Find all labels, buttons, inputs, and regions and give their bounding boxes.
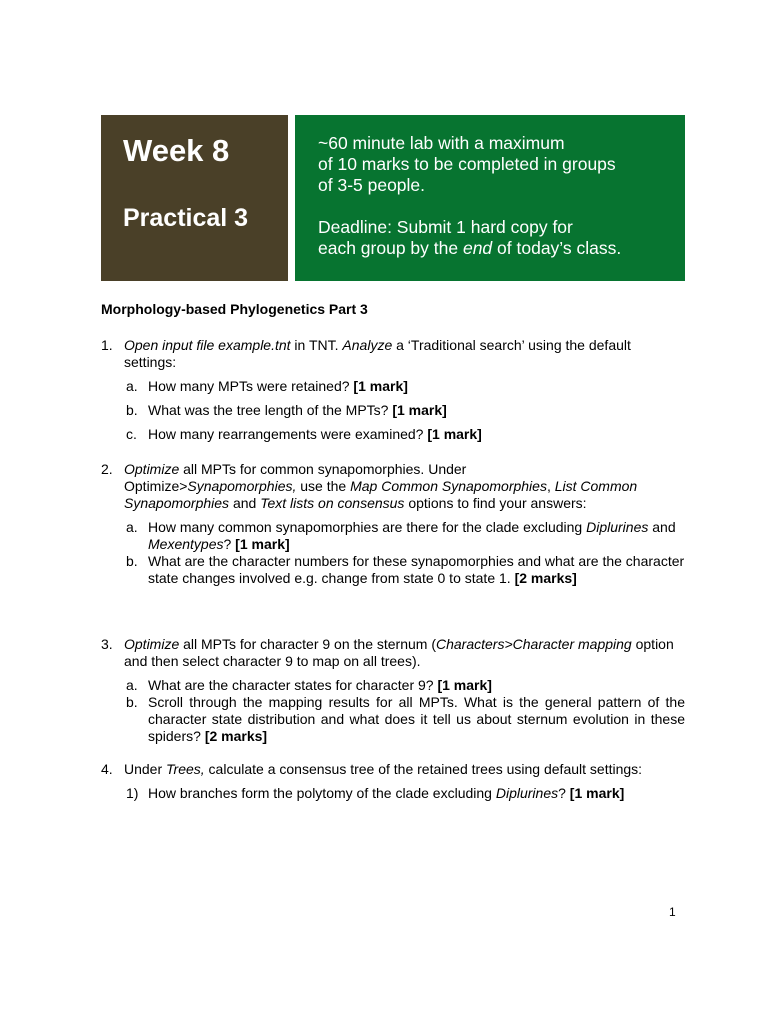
deadline-line: each group by the end of today’s class. [318, 238, 622, 258]
question-number: 2. [101, 461, 113, 477]
question-text: Optimize all MPTs for common synapomorphies. Under Optimize>Synapomorphies, use the Map Common Synapomorphies, List Common Synapomorphies and Text lists on consensus options to find your answers: [124, 461, 638, 511]
subquestion-1c: c. How many rearrangements were examined? [1 mark] [126, 426, 482, 442]
question-1 [101, 337, 685, 443]
subquestion-3a: a. What are the character states for character 9? [1 mark] [126, 677, 492, 693]
subquestion-1a: a. How many MPTs were retained? [1 mark] [126, 378, 408, 394]
question-3 [101, 636, 685, 745]
lab-info-banner [295, 115, 685, 281]
subquestion-4-1: 1) How branches form the polytomy of the clade excluding Diplurines? [1 mark] [126, 785, 625, 801]
subquestion-2b: b. What are the character numbers for these synapomorphies and what are the character state changes involved e.g. change from state 0 to state 1. [2 marks] [126, 553, 685, 586]
question-4 [101, 761, 685, 802]
practical-label: Practical 3 [123, 204, 249, 232]
subquestion-2a: a. How many common synapomorphies are there for the clade excluding Diplurines and Mexentypes? [1 mark] [126, 519, 676, 552]
subquestion-1b: b. What was the tree length of the MPTs? [1 mark] [126, 402, 447, 418]
question-number: 3. [101, 636, 113, 652]
question-text: Under Trees, calculate a consensus tree of the retained trees using default settings: [124, 761, 643, 777]
question-number: 4. [101, 761, 113, 777]
question-text: Optimize all MPTs for character 9 on the sternum (Characters>Character mapping option and then select character 9 to map on all trees). [124, 636, 674, 669]
question-2 [101, 461, 685, 587]
lab-info-line: of 3-5 people. [318, 175, 426, 195]
lab-info-line: ~60 minute lab with a maximum [318, 133, 565, 153]
subquestion-3b: b. Scroll through the mapping results for all MPTs. What is the general pattern of the character state distribution and what does it tell us about sternum evolution in these spiders? [2 marks] [126, 694, 685, 744]
lab-info-line: of 10 marks to be completed in groups [318, 154, 616, 174]
page-number: 1 [669, 905, 676, 919]
week-banner [101, 115, 288, 281]
week-label: Week 8 [123, 133, 230, 168]
page-title: Morphology-based Phylogenetics Part 3 [101, 301, 368, 317]
question-text: Open input file example.tnt in TNT. Analyze a ‘Traditional search’ using the default settings: [124, 337, 631, 370]
deadline-line: Deadline: Submit 1 hard copy for [318, 217, 573, 237]
question-number: 1. [101, 337, 113, 353]
